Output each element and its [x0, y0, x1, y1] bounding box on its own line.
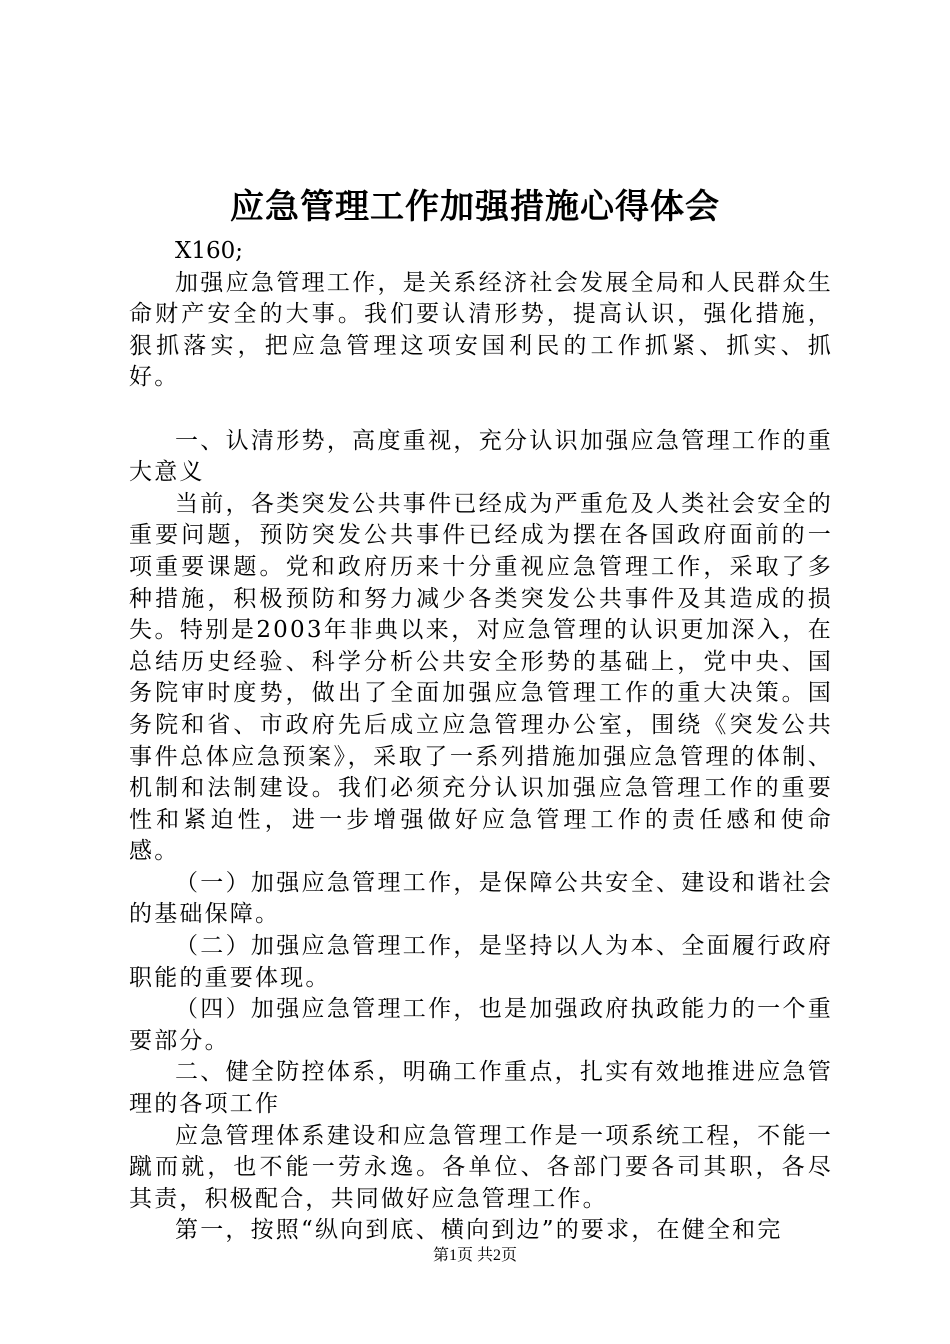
document-body	[129, 236, 833, 1247]
section-heading-2: 二、健全防控体系，明确工作重点，扎实有效地推进应急管理的各项工作	[129, 1059, 833, 1118]
page-footer: 第1页 共2页	[432, 1247, 517, 1264]
list-item-2: （二）加强应急管理工作，是坚持以人为本、全面履行政府职能的重要体现。	[129, 933, 833, 991]
list-item-4: （四）加强应急管理工作，也是加强政府执政能力的一个重要部分。	[129, 996, 833, 1054]
paragraph-code: X160;	[175, 238, 244, 264]
paragraph-intro: 加强应急管理工作，是关系经济社会发展全局和人民群众生命财产安全的大事。我们要认清形势，提高认识，强化措施，狠抓落实，把应急管理这项安国利民的工作抓紧、抓实、抓好。	[129, 269, 833, 391]
list-item-1: （一）加强应急管理工作，是保障公共安全、建设和谐社会的基础保障。	[129, 869, 833, 928]
section-heading-1: 一、认清形势，高度重视，充分认识加强应急管理工作的重大意义	[129, 427, 833, 486]
paragraph-system: 应急管理体系建设和应急管理工作是一项系统工程，不能一蹴而就，也不能一劳永逸。各单位、各部门要各司其职，各尽其责，积极配合，共同做好应急管理工作。	[129, 1122, 833, 1212]
document-title: 应急管理工作加强措施心得体会	[230, 187, 720, 227]
paragraph-background: 当前，各类突发公共事件已经成为严重危及人类社会安全的重要问题，预防突发公共事件已经成为摆在各国政府面前的一项重要课题。党和政府历来十分重视应急管理工作，采取了多种措施，积极预防和努力减少各类突发公共事件及其造成的损失。特别是2003年非典以来，对应急管理的认识更加深入，在总结历史经验、科学分析公共安全形势的基础上，党中央、国务院审时度势，做出了全面加强应急管理工作的重大决策。国务院和省、市政府先后成立应急管理办公室，围绕《突发公共事件总体应急预案》，采取了一系列措施加强应急管理的体制、机制和法制建设。我们必须充分认识加强应急管理工作的重要性和紧迫性，进一步增强做好应急管理工作的责任感和使命感。	[129, 490, 833, 865]
paragraph-first: 第一，按照“纵向到底、横向到边”的要求，在健全和完	[175, 1217, 783, 1244]
